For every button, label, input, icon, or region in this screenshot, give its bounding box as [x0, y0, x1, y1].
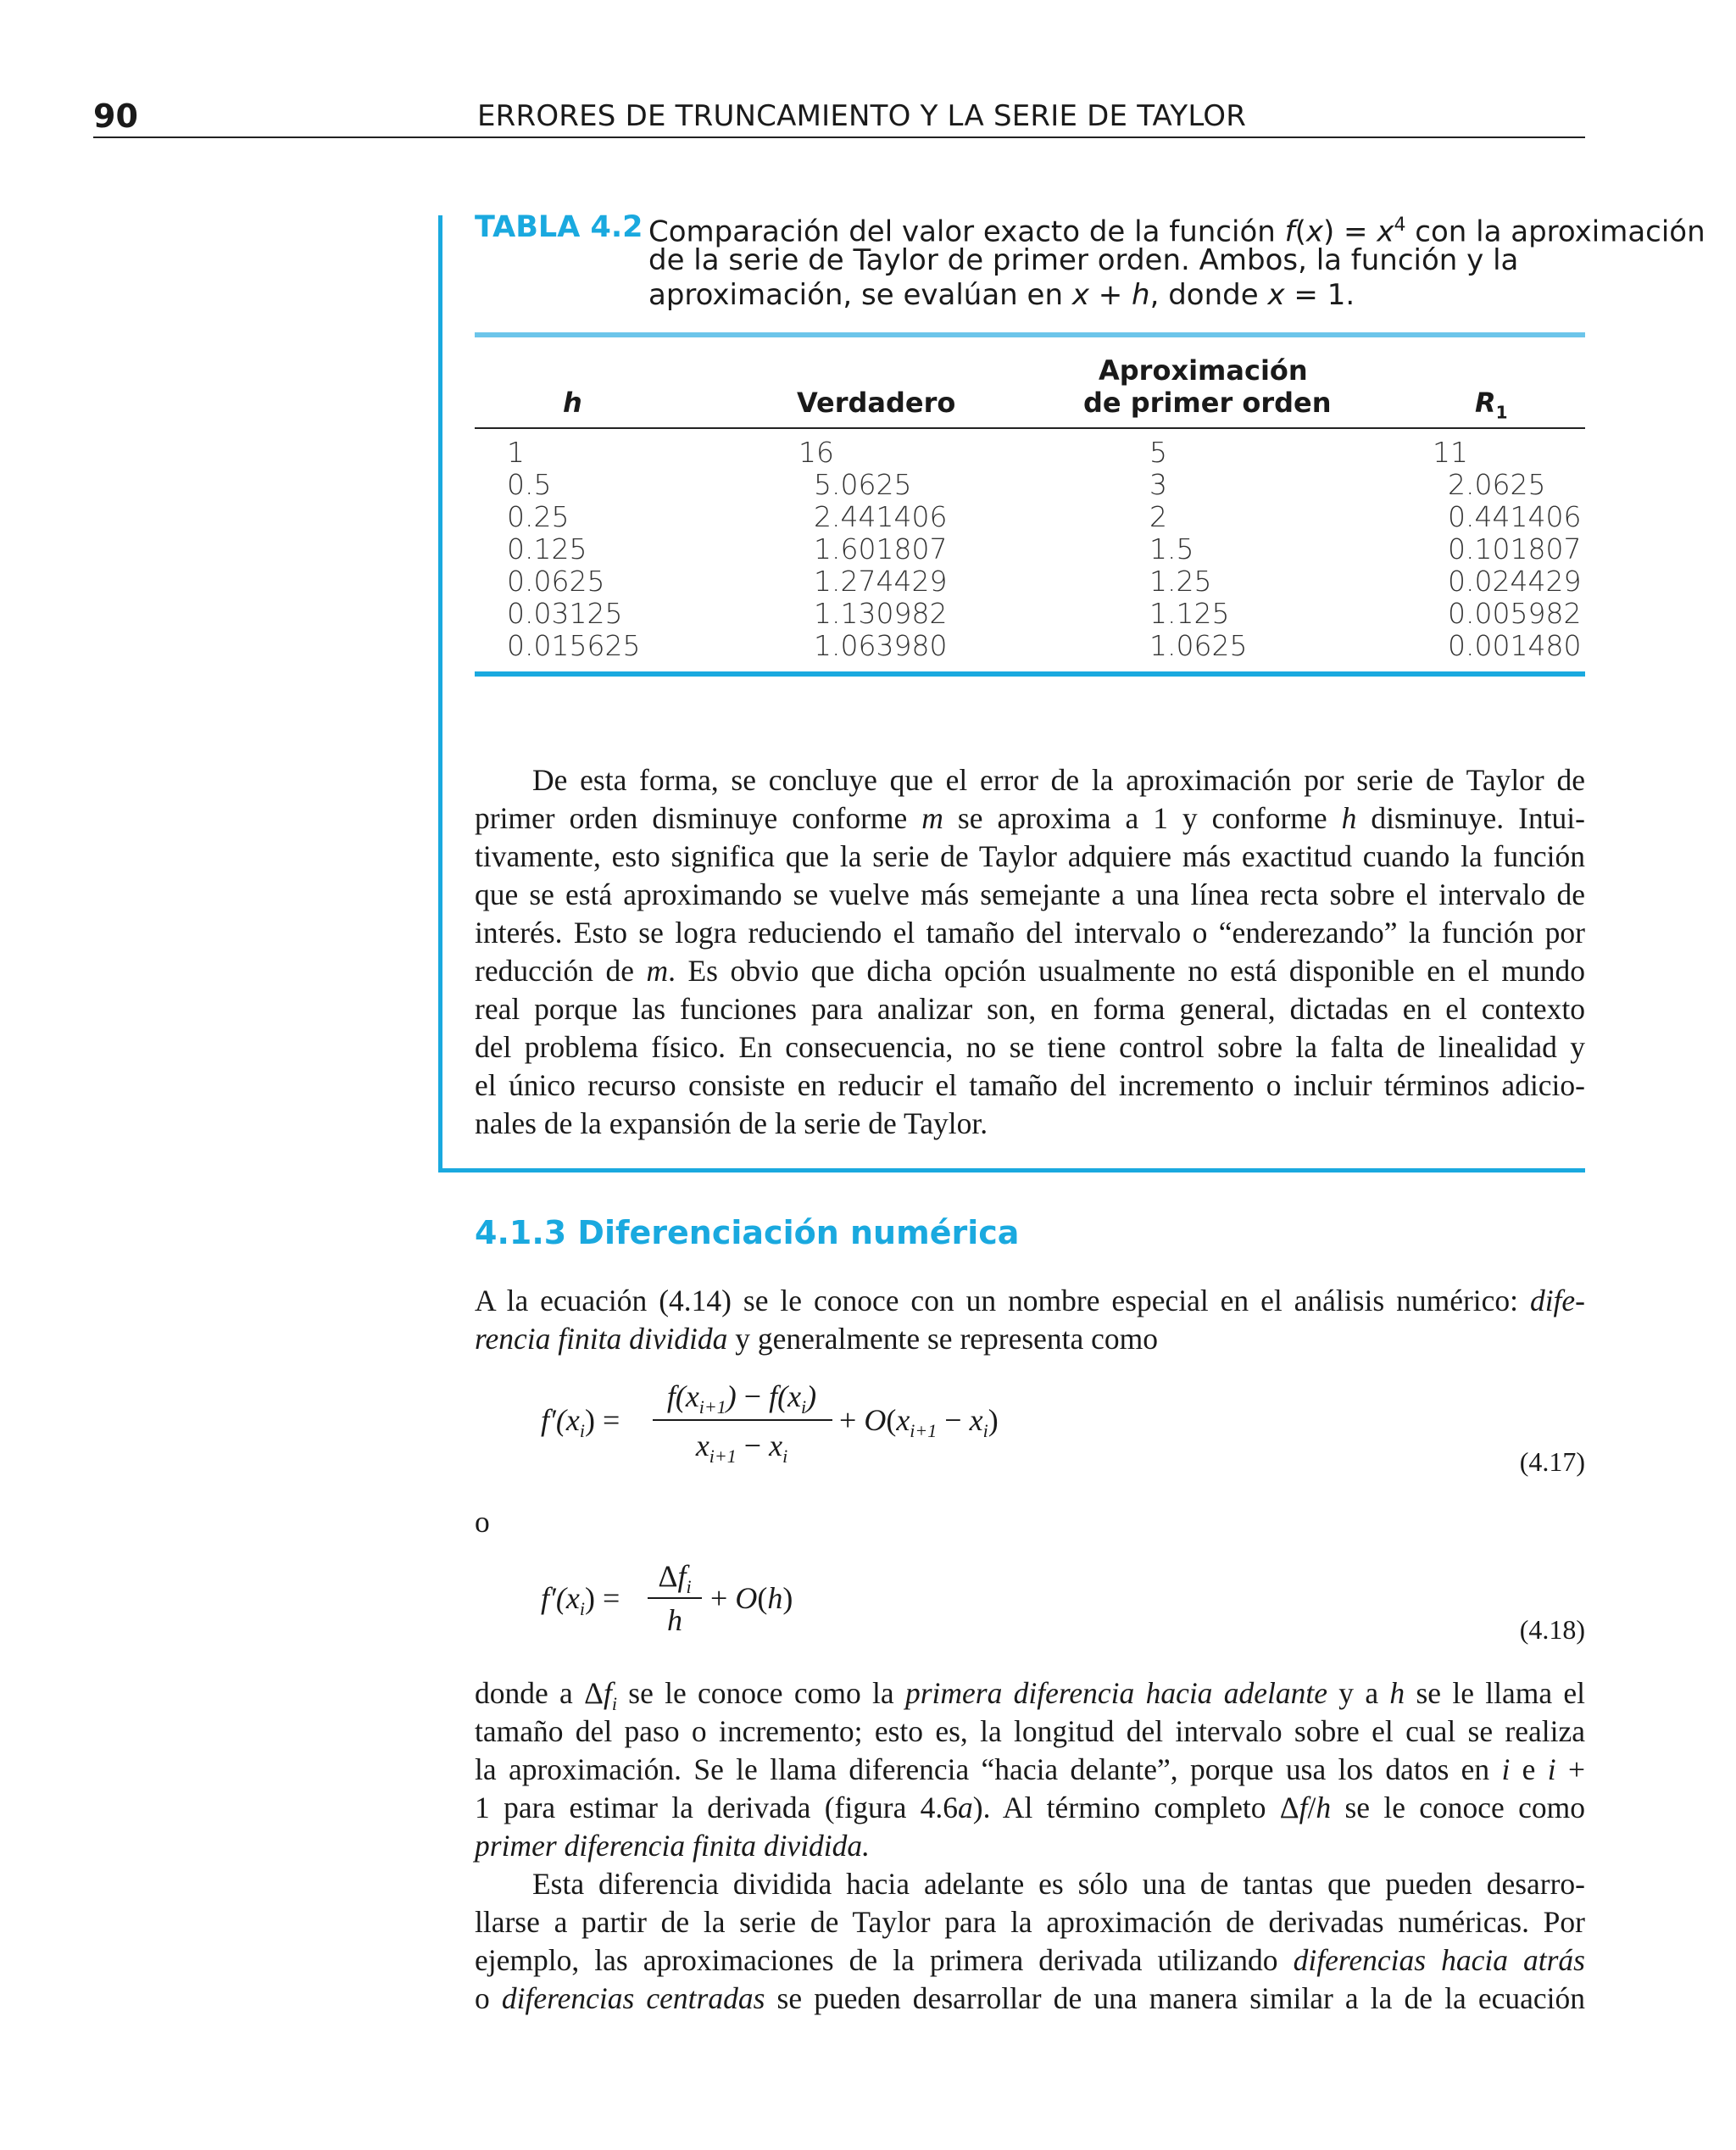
p4-line-3: ejemplo, las aproximaciones de la primera derivada utilizando diferencias hacia atrás: [475, 1943, 1586, 1977]
table-cell-aprox: 1.5: [1149, 532, 1194, 565]
table-cell-verdadero: 5.0625: [814, 468, 912, 501]
p3-line-4: 1 para estimar la derivada (figura 4.6a). Al término completo Δf/h se le conoce como: [475, 1791, 1585, 1824]
table-cell-h: 0.5: [507, 468, 552, 501]
p1-line-5: interés. Esto se logra reduciendo el tamaño del intervalo o “enderezando” la función por: [475, 916, 1585, 950]
caption-l1-exp: 4: [1394, 214, 1406, 236]
table-cell-verdadero: 1.274429: [814, 565, 948, 598]
p1-line-7: real porque las funciones para analizar son, en forma general, dictadas en el contexto: [475, 992, 1585, 1026]
header-aprox-line1: Aproximación: [1099, 354, 1308, 387]
eq418-fraction-bar: [648, 1597, 702, 1599]
table-cell-verdadero: 1.063980: [814, 629, 948, 662]
table-cell-h: 0.03125: [507, 597, 623, 630]
p1-line-10: nales de la expansión de la serie de Taylor.: [475, 1106, 988, 1140]
eq417-numerator: $f(x_{i+1}) - f(x_i)$: [666, 1379, 817, 1418]
p4-line-4: o diferencias centradas se pueden desarrollar de una manera similar a la de la ecuación: [475, 1981, 1585, 2015]
table-cell-verdadero: 1.601807: [814, 532, 948, 565]
p3-line-2: tamaño del paso o incremento; esto es, la longitud del intervalo sobre el cual se realiza: [475, 1714, 1585, 1748]
p1-line-3: tivamente, esto significa que la serie de Taylor adquiere más exactitud cuando la función: [475, 839, 1585, 873]
table-cell-r1: 2.0625: [1448, 468, 1546, 501]
p2-line-1: A la ecuación (4.14) se le conoce con un nombre especial en el análisis numérico: dife-: [475, 1284, 1585, 1317]
table-head-rule: [475, 427, 1585, 429]
p4-line-2: llarse a partir de la serie de Taylor para la aproximación de derivadas numéricas. Por: [475, 1905, 1585, 1939]
eq417-fraction-bar: [653, 1419, 832, 1421]
p2-line-2: rencia finita dividida y generalmente se representa como: [475, 1322, 1159, 1356]
table-cell-verdadero: 16: [798, 436, 834, 469]
p4-line-1: Esta diferencia dividida hacia adelante es sólo una de tantas que pueden desarro-: [532, 1867, 1585, 1901]
eq418-lhs: $f'(x_i)$ =: [541, 1581, 620, 1620]
eq418-rest: + O(h): [710, 1581, 793, 1615]
table-cell-h: 1: [507, 436, 525, 469]
table-cell-r1: 0.024429: [1448, 565, 1582, 598]
table-caption-line-2: de la serie de Taylor de primer orden. Ambos, la función y la: [648, 243, 1519, 277]
header-aprox-line2: de primer orden: [1083, 387, 1332, 419]
p3-line-1: donde a $\Delta f_i$ se le conoce como la primera diferencia hacia adelante y a h se le llama el: [475, 1676, 1586, 1715]
table-cell-r1: 0.441406: [1448, 500, 1582, 533]
table-top-rule: [475, 332, 1585, 337]
table-cell-verdadero: 1.130982: [814, 597, 948, 630]
table-cell-aprox: 3: [1149, 468, 1167, 501]
header-r1: $R_1$: [1475, 387, 1508, 423]
table-cell-r1: 0.005982: [1448, 597, 1582, 630]
eq417-denominator: $x_{i+1} - x_i$: [695, 1429, 788, 1468]
running-title: ERRORES DE TRUNCAMIENTO Y LA SERIE DE TAYLOR: [477, 99, 1247, 133]
box-left-bar: [438, 215, 442, 1172]
table-caption-line-1: Comparación del valor exacto de la función $f(x) = x^4$ con la aproximación: [648, 214, 1705, 249]
table-cell-h: 0.125: [507, 532, 587, 565]
eq418-denominator: h: [667, 1603, 682, 1637]
p1-line-2: primer orden disminuye conforme m se aproxima a 1 y conforme h disminuye. Intui-: [475, 801, 1585, 835]
table-cell-h: 0.015625: [507, 629, 641, 662]
p3-line-3: la aproximación. Se le llama diferencia “hacia delante”, porque usa los datos en i e i +: [475, 1752, 1585, 1786]
eq417-lhs: $f'(x_i)$ =: [541, 1403, 620, 1442]
caption-l1-a: Comparación del valor exacto de la función: [648, 214, 1285, 249]
table-caption-line-3: aproximación, se evalúan en x + h, donde x = 1.: [648, 278, 1355, 312]
eq417-rest: + $O(x_{i+1} - x_i)$: [839, 1403, 999, 1442]
header-verdadero: Verdadero: [797, 387, 956, 419]
p1-line-8: del problema físico. En consecuencia, no se tiene control sobre la falta de linealidad y: [475, 1030, 1585, 1064]
p3-line-5: primer diferencia finita dividida.: [475, 1829, 871, 1863]
eq418-numerator: $\Delta f_i$: [658, 1559, 692, 1598]
table-label: TABLA 4.2: [475, 210, 643, 244]
table-cell-r1: 11: [1433, 436, 1468, 469]
table-cell-aprox: 1.0625: [1149, 629, 1248, 662]
section-heading: 4.1.3 Diferenciación numérica: [475, 1214, 1020, 1251]
box-bottom-bar: [438, 1168, 1585, 1172]
table-bottom-rule: [475, 671, 1585, 677]
eq417-number: (4.17): [1519, 1446, 1585, 1477]
caption-l1-fx: f: [1284, 214, 1295, 249]
table-cell-r1: 0.001480: [1448, 629, 1582, 662]
table-cell-aprox: 1.125: [1149, 597, 1230, 630]
p1-line-1: De esta forma, se concluye que el error de la aproximación por serie de Taylor de: [532, 763, 1585, 797]
page-number: 90: [93, 97, 138, 135]
header-h: h: [563, 387, 582, 419]
p1-line-6: reducción de m. Es obvio que dicha opción usualmente no está disponible en el mundo: [475, 954, 1585, 988]
table-cell-h: 0.0625: [507, 565, 605, 598]
p1-line-9: el único recurso consiste en reducir el tamaño del incremento o incluir términos adicio-: [475, 1068, 1585, 1102]
eq418-number: (4.18): [1519, 1614, 1585, 1645]
table-cell-aprox: 2: [1149, 500, 1167, 533]
connector-o: o: [475, 1505, 490, 1539]
table-cell-aprox: 5: [1149, 436, 1167, 469]
header-rule: [93, 136, 1585, 138]
table-cell-h: 0.25: [507, 500, 570, 533]
table-cell-verdadero: 2.441406: [814, 500, 948, 533]
p1-line-4: que se está aproximando se vuelve más semejante a una línea recta sobre el intervalo de: [475, 877, 1585, 911]
table-cell-r1: 0.101807: [1448, 532, 1582, 565]
table-cell-aprox: 1.25: [1149, 565, 1212, 598]
